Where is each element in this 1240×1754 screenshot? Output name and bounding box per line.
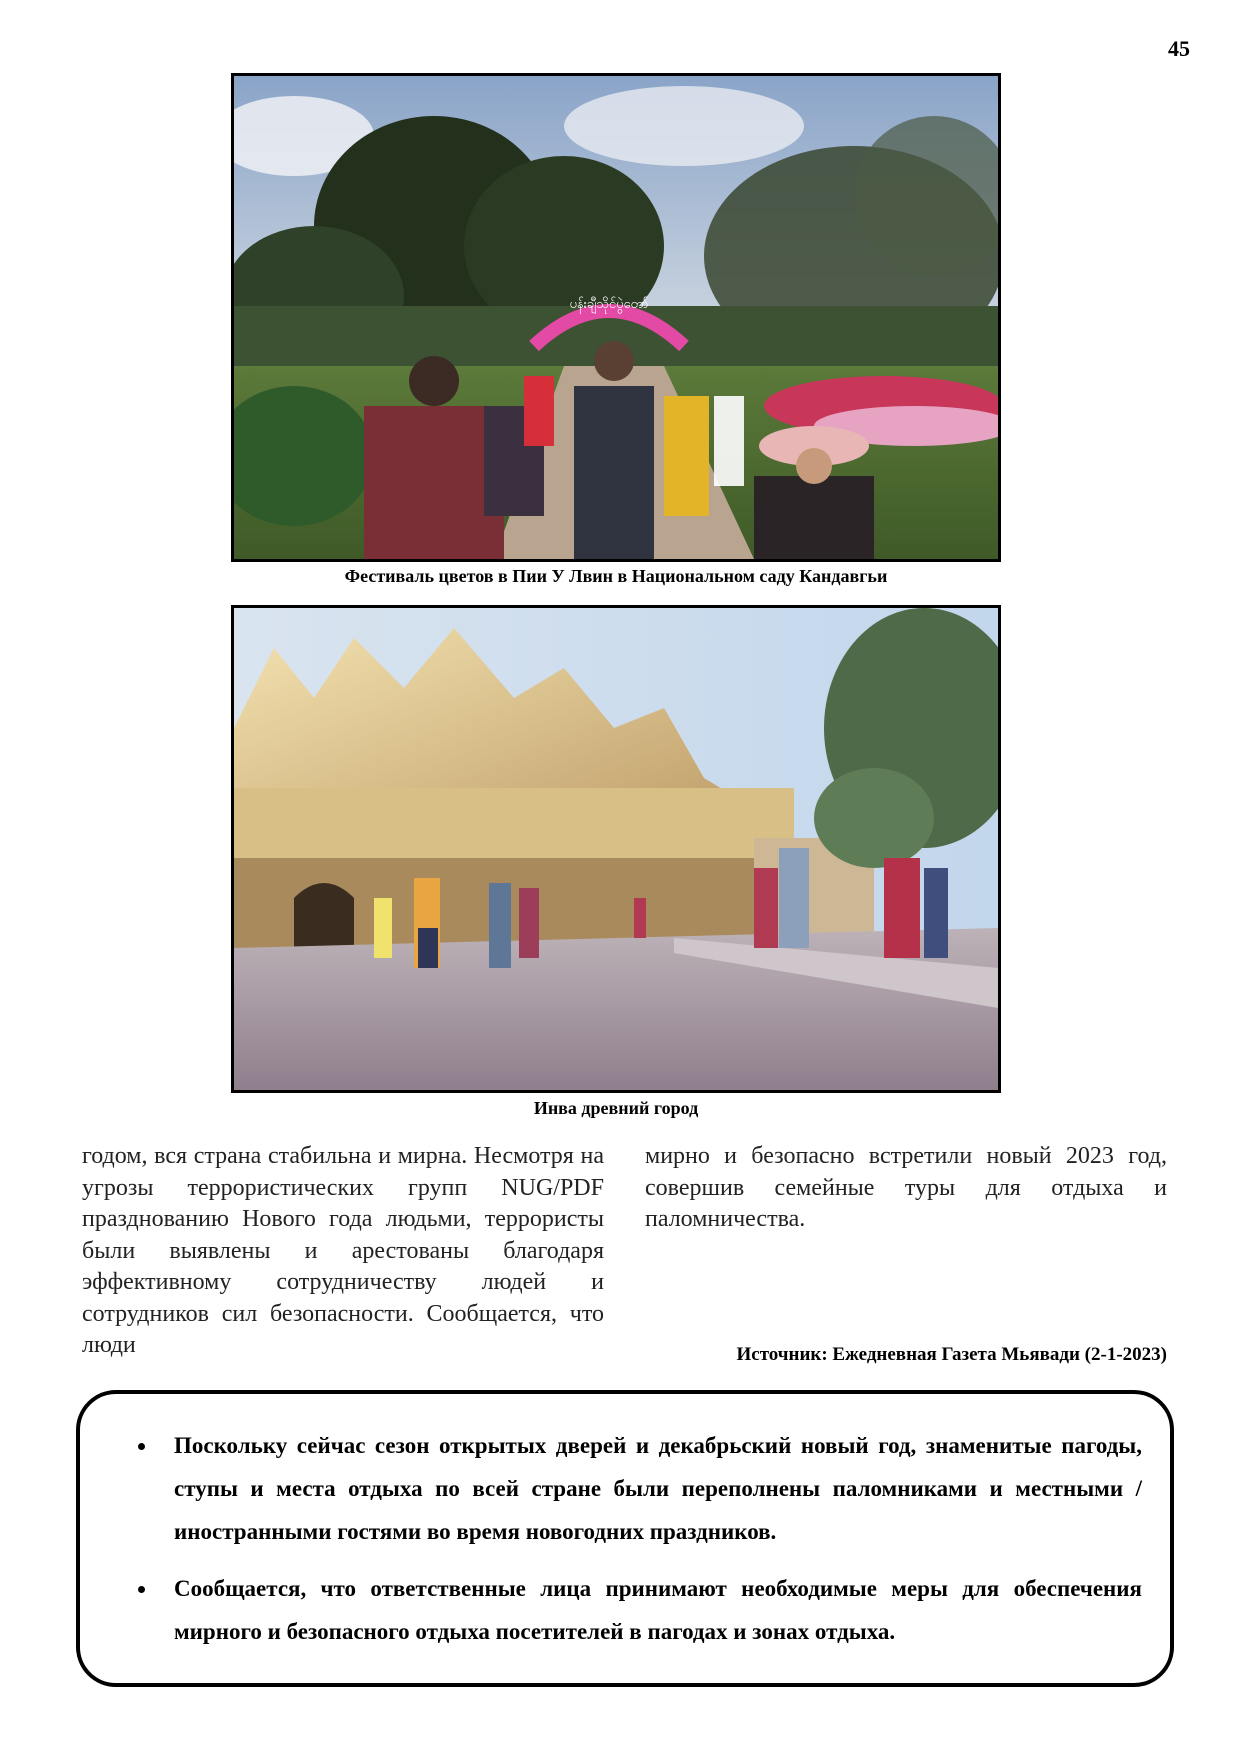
- article-right-column: мирно и безопасно встретили новый 2023 год, совершив семейные туры для отдыха и паломничества.: [645, 1143, 1167, 1232]
- arch-sign-text: ပန်းချီသိုင်ပွဲတော်: [569, 297, 649, 312]
- article-source: Источник: Ежедневная Газета Мьявади (2-1-2023): [736, 1344, 1167, 1365]
- inwa-monastery-illustration: [234, 608, 998, 1090]
- page-number: 45: [1168, 36, 1190, 61]
- article-left-column: годом, вся страна стабильна и мирна. Несмотря на угрозы террористических групп NUG/PDF празднованию Нового года людьми, террористы были выявлены и арестованы благодаря эффективному сотрудничеству людей и сотрудников сил безопасности. Сообщается, что люди: [82, 1143, 604, 1358]
- flower-festival-illustration: [234, 76, 998, 559]
- highlights-box: [76, 1390, 1174, 1687]
- inwa-ancient-city-caption: Инва древний город: [533, 1098, 699, 1118]
- inwa-ancient-city-photo: [231, 605, 1001, 1093]
- flower-festival-photo: [231, 73, 1001, 562]
- highlights-list: [136, 1424, 1142, 1653]
- flower-festival-caption: Фестиваль цветов в Пии У Лвин в Национальном саду Кандавгьи: [344, 566, 888, 586]
- highlight-item: • Поскольку сейчас сезон открытых дверей и декабрьский новый год, знаменитые пагоды, ступы и места отдыха по всей стране были переполнены паломниками и местными / иностранными гостями во время новогодних праздников.: [158, 1424, 1142, 1553]
- highlight-item: • Сообщается, что ответственные лица принимают необходимые меры для обеспечения мирного и безопасного отдыха посетителей в пагодах и зонах отдыха.: [158, 1567, 1142, 1653]
